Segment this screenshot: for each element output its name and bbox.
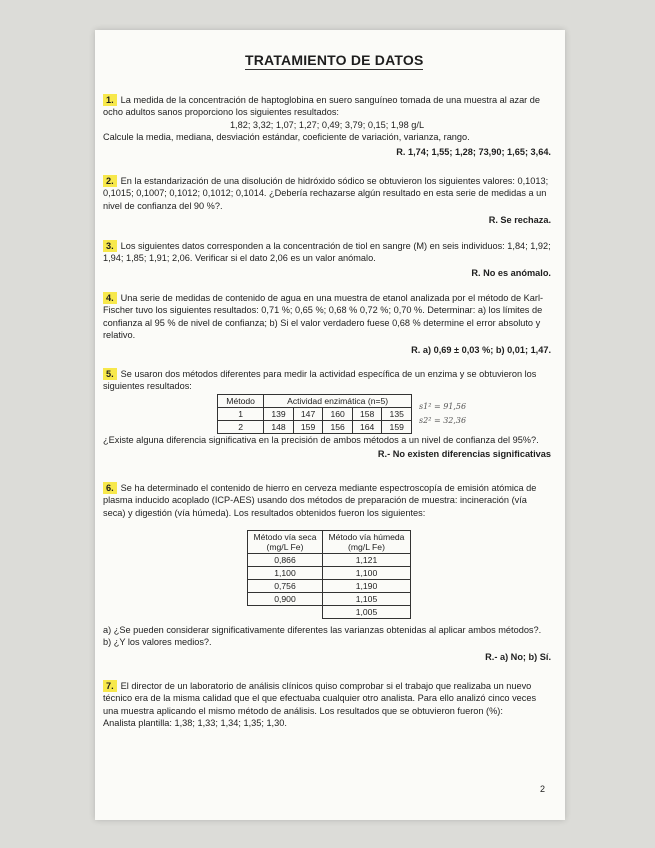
table-cell: 159	[382, 421, 412, 434]
handwritten-note: s2² = 32,36	[419, 416, 467, 425]
question-5-continued	[103, 434, 551, 461]
question-text: ¿Existe alguna diferencia significativa en la precisión de ambos métodos a un nivel de confianza del 95%?.	[103, 435, 539, 445]
table-cell: 139	[264, 408, 294, 421]
question-answer: R. Se rechaza.	[488, 215, 551, 226]
enzyme-activity-table	[217, 394, 412, 434]
table-cell: 158	[352, 408, 382, 421]
document-page	[95, 30, 565, 820]
table-row	[248, 606, 411, 619]
question-number: 3.	[103, 240, 117, 252]
question-text: La medida de la concentración de haptoglobina en suero sanguíneo tomada de una muestra al azar de ocho adultos sanos proporciono los siguientes resultados:	[103, 95, 541, 118]
question-answer: R.- No existen diferencias significativas	[377, 449, 551, 460]
question-text: Los siguientes datos corresponden a la concentración de tiol en sangre (M) en seis individuos: 1,84; 1,92; 1,94; 1,85; 1,91; 2,06. Verificar si el dato 2,06 es un valor anómalo.	[103, 241, 551, 264]
table-row	[248, 554, 411, 567]
table-cell: 1,100	[322, 567, 410, 580]
table-cell: 1,121	[322, 554, 410, 567]
question-7	[103, 680, 551, 730]
table-cell: 1,190	[322, 580, 410, 593]
table-cell: 160	[323, 408, 353, 421]
table-cell: 159	[293, 421, 323, 434]
question-number: 7.	[103, 680, 117, 692]
question-answer: R. No es anómalo.	[471, 267, 551, 278]
question-6	[103, 482, 551, 519]
page-number: 2	[539, 784, 545, 794]
question-text: En la estandarización de una disolución de hidróxido sódico se obtuvieron los siguientes valores: 0,1013; 0,1015; 0,1007; 0,1012; 0,1012; 0,1014. ¿Debería rechazarse algún resultado en esta serie de medidas a un nivel de confianza del 90 %?.	[103, 176, 549, 211]
question-text: El director de un laboratorio de análisis clínicos quiso comprobar si el trabajo que realizaba un nuevo técnico era de la misma calidad que el que efectuaba cualquier otro analista. Para ello analizó cinco veces una muestra aplicando el mismo método de análisis. Los resultados que se obtuvieron fueron (%):	[103, 681, 537, 716]
question-number: 1.	[103, 94, 117, 106]
table-cell: 164	[352, 421, 382, 434]
table-header: Método vía húmeda (mg/L Fe)	[322, 531, 410, 554]
question-1	[103, 94, 551, 158]
table-cell	[248, 606, 323, 619]
question-4	[103, 292, 551, 356]
question-3	[103, 240, 551, 279]
table-row	[248, 593, 411, 606]
question-2	[103, 175, 551, 227]
question-6-continued	[103, 624, 551, 663]
question-text: a) ¿Se pueden considerar significativamente diferentes las varianzas obtenidas al aplicar ambos métodos?. b) ¿Y los valores medios?.	[103, 625, 542, 648]
table-cell: 1,105	[322, 593, 410, 606]
table-cell: 156	[323, 421, 353, 434]
table-row	[248, 580, 411, 593]
question-number: 2.	[103, 175, 117, 187]
question-task: Calcule la media, mediana, desviación estándar, coeficiente de variación, varianza, rango.	[103, 132, 470, 143]
question-answer: R.- a) No; b) Sí.	[485, 651, 551, 662]
iron-content-table	[247, 530, 411, 619]
question-text: Se usaron dos métodos diferentes para medir la actividad específica de un enzima y se obtuvieron los siguientes resultados:	[103, 369, 537, 392]
question-number: 4.	[103, 292, 117, 304]
table-header: Método vía seca (mg/L Fe)	[248, 531, 323, 554]
table-cell: 135	[382, 408, 412, 421]
question-number: 5.	[103, 368, 117, 380]
table-header: Método	[218, 395, 264, 408]
table-header: Actividad enzimática (n=5)	[264, 395, 412, 408]
table-row	[218, 421, 412, 434]
table-header-row	[248, 531, 411, 554]
table-row	[248, 567, 411, 580]
table-cell: 0,756	[248, 580, 323, 593]
table-cell: 1,005	[322, 606, 410, 619]
table-header-row	[218, 395, 412, 408]
table-cell: 1	[218, 408, 264, 421]
handwritten-note: s1² = 91,56	[419, 402, 467, 411]
question-text: Una serie de medidas de contenido de agua en una muestra de etanol analizada por el método de Karl-Fischer tuvo los siguientes resultados: 0,71 %; 0,65 %; 0,68 % 0,72 %; 0,70 %. Determinar: a) los límites de confianza al 95 % de nivel de confianza; b) Si el valor verdadero fuese 0,68 % determine el error absoluto y relativo.	[103, 293, 544, 341]
table-cell: 0,900	[248, 593, 323, 606]
page-title: TRATAMIENTO DE DATOS	[245, 52, 424, 68]
question-number: 6.	[103, 482, 117, 494]
question-answer: R. a) 0,69 ± 0,03 %; b) 0,01; 1,47.	[411, 344, 551, 355]
table-cell: 148	[264, 421, 294, 434]
table-cell: 1,100	[248, 567, 323, 580]
question-data: 1,82; 3,32; 1,07; 1,27; 0,49; 3,79; 0,15; 1,98 g/L	[229, 119, 425, 130]
question-5	[103, 368, 551, 393]
table-row	[218, 408, 412, 421]
table-cell: 147	[293, 408, 323, 421]
question-answer: R. 1,74; 1,55; 1,28; 73,90; 1,65; 3,64.	[396, 146, 551, 157]
table-cell: 2	[218, 421, 264, 434]
question-data: Analista plantilla: 1,38; 1,33; 1,34; 1,35; 1,30.	[103, 718, 287, 729]
table-cell: 0,866	[248, 554, 323, 567]
question-text: Se ha determinado el contenido de hierro en cerveza mediante espectroscopía de emisión atómica de plasma inducido acoplado (ICP-AES) usando dos métodos de preparación de muestra: incineración (vía seca) y digestión (vía húmeda). Los resultados obtenidos fueron los siguientes:	[103, 483, 537, 518]
